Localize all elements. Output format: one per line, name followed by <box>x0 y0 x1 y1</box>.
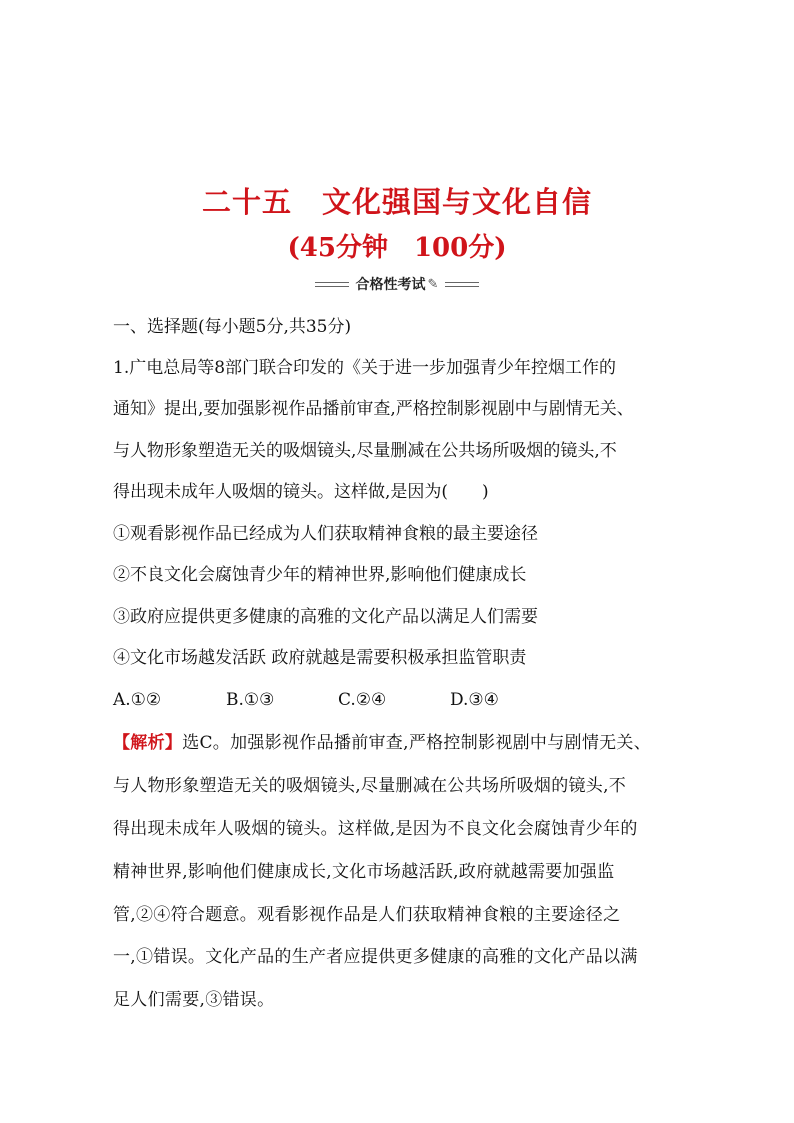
statement-2: ②不良文化会腐蚀青少年的精神世界,影响他们健康成长 <box>113 565 527 585</box>
analysis-tag: 【解析】 <box>113 733 183 753</box>
analysis-line-5: 管,②④符合题意。观看影视作品是人们获取精神食粮的主要途径之 <box>113 905 621 925</box>
question-line-1: 1.广电总局等8部门联合印发的《关于进一步加强青少年控烟工作的 <box>113 358 617 378</box>
option-b[interactable]: B.①③ <box>226 690 275 710</box>
analysis-line-6: 一,①错误。文化产品的生产者应提供更多健康的高雅的文化产品以满 <box>113 947 638 967</box>
exam-type-label: 合格性考试 <box>355 277 426 293</box>
question-line-3: 与人物形象塑造无关的吸烟镜头,尽量删减在公共场所吸烟的镜头,不 <box>113 441 617 461</box>
pencil-icon: ✎ <box>427 276 439 292</box>
right-double-rule <box>445 282 479 287</box>
page-title: 二十五 文化强国与文化自信 <box>201 185 592 219</box>
answer-options <box>113 689 499 711</box>
question-line-4: 得出现未成年人吸烟的镜头。这样做,是因为( ) <box>113 482 489 502</box>
statement-4: ④文化市场越发活跃 政府就越是需要积极承担监管职责 <box>113 648 527 668</box>
question-line-2: 通知》提出,要加强影视作品播前审查,严格控制影视剧中与剧情无关、 <box>113 399 634 419</box>
option-c[interactable]: C.②④ <box>338 690 387 710</box>
analysis-line-3: 得出现未成年人吸烟的镜头。这样做,是因为不良文化会腐蚀青少年的 <box>113 819 638 839</box>
analysis-line-1-text: 选C。加强影视作品播前审查,严格控制影视剧中与剧情无关、 <box>182 733 652 753</box>
analysis-line-1 <box>113 732 683 754</box>
analysis-line-7: 足人们需要,③错误。 <box>113 990 275 1010</box>
statement-3: ③政府应提供更多健康的高雅的文化产品以满足人们需要 <box>113 607 538 627</box>
exam-type-header <box>0 274 794 294</box>
option-d[interactable]: D.③④ <box>450 690 499 710</box>
analysis-line-4: 精神世界,影响他们健康成长,文化市场越活跃,政府就越需要加强监 <box>113 862 615 882</box>
section-heading: 一、选择题(每小题5分,共35分) <box>113 317 352 337</box>
analysis-line-2: 与人物形象塑造无关的吸烟镜头,尽量删减在公共场所吸烟的镜头,不 <box>113 776 627 796</box>
option-a[interactable]: A.①② <box>113 690 162 710</box>
page-subtitle: (45分钟 100分) <box>287 233 507 263</box>
statement-1: ①观看影视作品已经成为人们获取精神食粮的最主要途径 <box>113 524 538 544</box>
left-double-rule <box>315 282 349 287</box>
